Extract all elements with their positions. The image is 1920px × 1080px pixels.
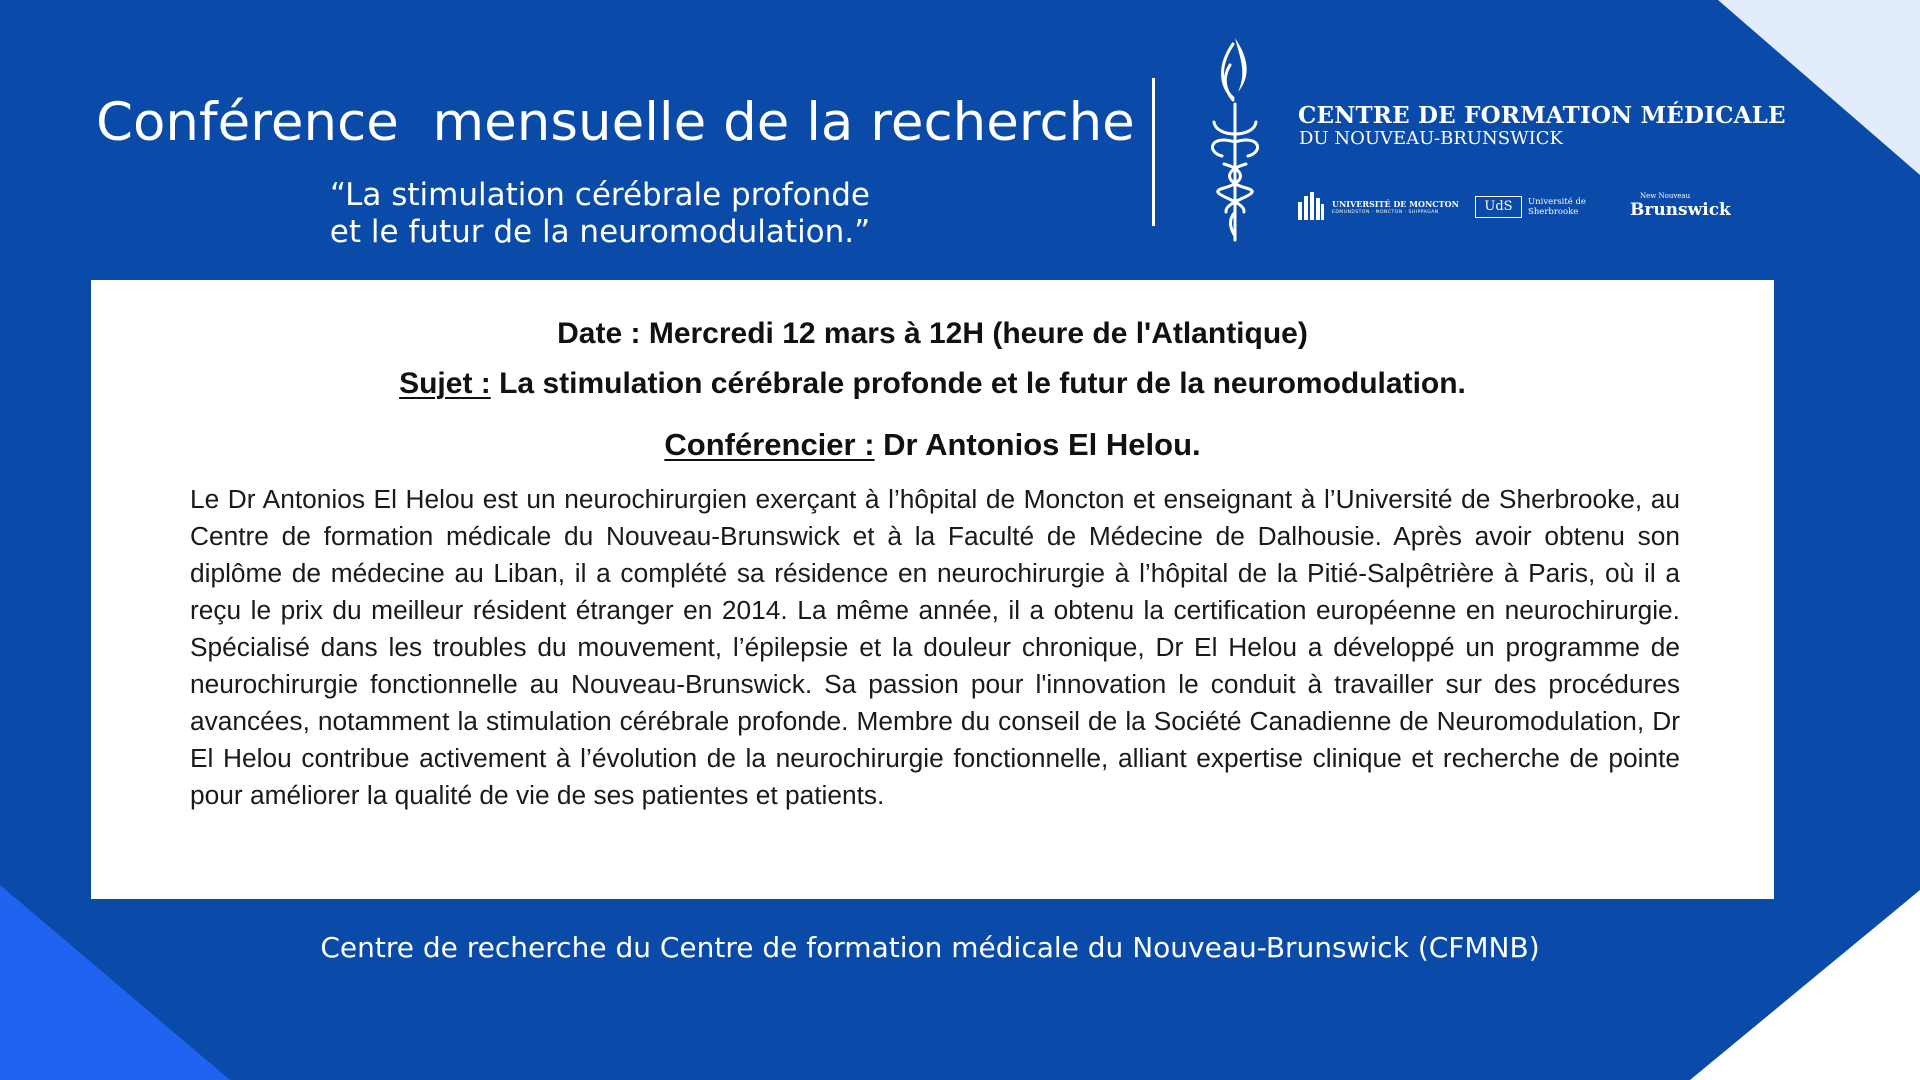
event-details-card [91, 280, 1774, 899]
torch-caduceus-icon [1200, 30, 1270, 245]
uds-mark: UdS [1475, 196, 1522, 218]
event-speaker [91, 427, 1774, 463]
org-subtitle: DU NOUVEAU-BRUNSWICK [1299, 128, 1563, 149]
uds-line: Université de [1528, 197, 1586, 207]
event-subject [91, 367, 1774, 401]
nb-wordmark: Brunswick [1630, 200, 1731, 220]
footer-credit: Centre de recherche du Centre de formation médicale du Nouveau-Brunswick (CFMNB) [320, 931, 1540, 964]
conference-title: Conférence mensuelle de la recherche [96, 92, 1135, 153]
umoncton-mark-icon [1298, 192, 1324, 220]
uds-name [1528, 197, 1586, 217]
conference-subtitle [300, 177, 900, 251]
event-date: Date : Mercredi 12 mars à 12H (heure de l'Atlantique) [557, 317, 1308, 350]
corner-triangle-bottom-right [1690, 890, 1920, 1080]
subject-text: La stimulation cérébrale profonde et le futur de la neuromodulation. [490, 367, 1466, 400]
subtitle-line: “La stimulation cérébrale profonde [329, 177, 871, 213]
header-divider [1152, 78, 1155, 226]
speaker-label: Conférencier : [664, 427, 875, 462]
umoncton-campuses: EDMUNDSTON · MONCTON · SHIPPAGAN [1332, 210, 1439, 215]
subject-label: Sujet : [399, 367, 491, 400]
org-name: CENTRE DE FORMATION MÉDICALE [1298, 102, 1786, 129]
subtitle-line: et le futur de la neuromodulation.” [329, 214, 871, 250]
umoncton-name: UNIVERSITÉ DE MONCTON [1332, 199, 1459, 209]
corner-triangle-bottom-left [0, 885, 230, 1080]
speaker-biography: Le Dr Antonios El Helou est un neurochirurgien exerçant à l’hôpital de Moncton et enseignant à l’Université de Sherbrooke, au Centre de formation médicale du Nouveau-Brunswick et à la Faculté de Médecine de Dalhousie. Après avoir obtenu son diplôme de médecine au Liban, il a complété sa résidence en neurochirurgie à l’hôpital de la Pitié-Salpêtrière à Paris, où il a reçu le prix du meilleur résident étranger en 2014. La même année, il a obtenu la certification européenne en neurochirurgie. Spécialisé dans les troubles du mouvement, l’épilepsie et la douleur chronique, Dr El Helou a développé un programme de neurochirurgie fonctionnelle au Nouveau-Brunswick. Sa passion pour l'innovation le conduit à travailler sur des procédures avancées, notamment la stimulation cérébrale profonde. Membre du conseil de la Société Canadienne de Neuromodulation, Dr El Helou contribue activement à l’évolution de la neurochirurgie fonctionnelle, alliant expertise clinique et recherche de pointe pour améliorer la qualité de vie de ses patientes et patients. [190, 484, 1680, 810]
corner-triangle-top-right [1718, 0, 1920, 175]
nb-bilingual-label: New Nouveau [1640, 192, 1691, 200]
speaker-name: Dr Antonios El Helou. [874, 427, 1201, 462]
uds-line: Sherbrooke [1528, 207, 1579, 217]
